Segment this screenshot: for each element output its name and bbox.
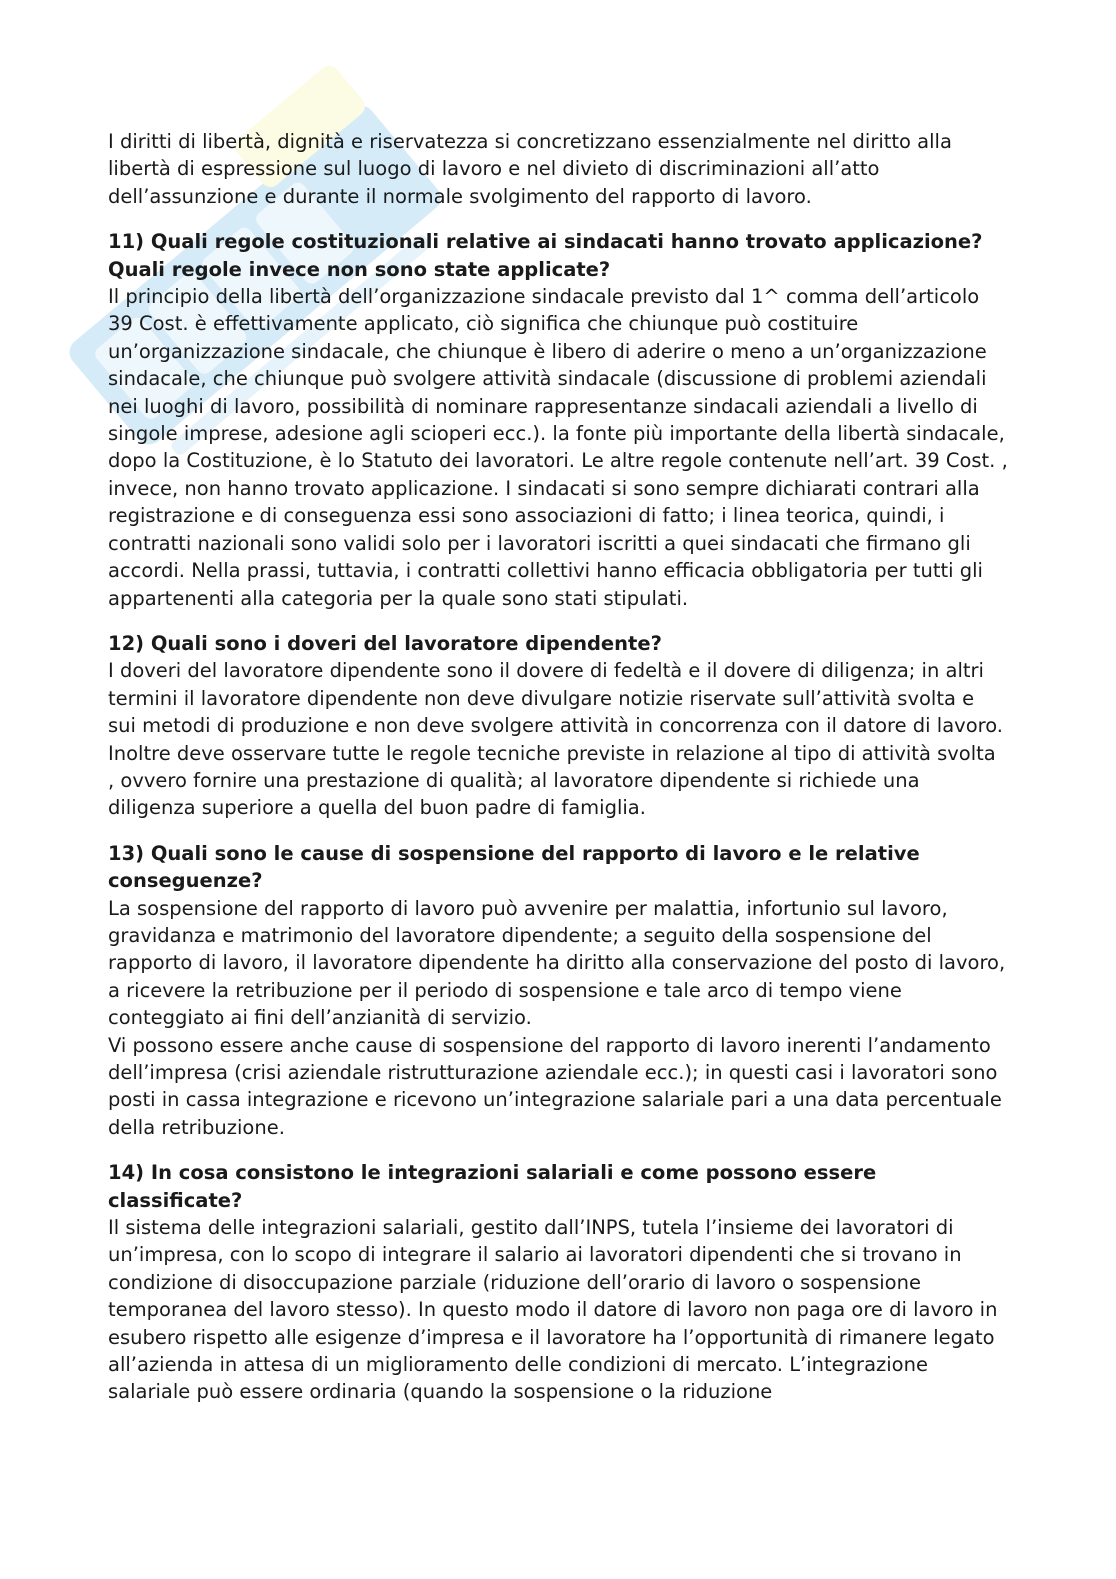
answer-paragraph: I doveri del lavoratore dipendente sono il dovere di fedeltà e il dovere di diligenza; in altri termini il lavoratore dipendente non deve divulgare notizie riservate sull’attività svolta e sui metodi di produzione e non deve svolgere attività in concorrenza con il datore di lavoro. Inoltre deve osservare tutte le regole tecniche previste in relazione al tipo di attività svolta , ovvero fornire una prestazione di qualità; al lavoratore dipendente si richiede una diligenza superiore a quella del buon padre di famiglia. (108, 659, 1004, 820)
question-heading-14: 14) In cosa consistono le integrazioni salariali e come possono essere classificate? (108, 1161, 877, 1212)
section-13 (108, 840, 1008, 1141)
answer-paragraph: Il principio della libertà dell’organizzazione sindacale previsto dal 1^ comma dell’articolo 39 Cost. è effettivamente applicato, ciò significa che chiunque può costituire un’organizzazione sindacale, che chiunque è libero di aderire o meno a un’organizzazione sindacale, che chiunque può svolgere attività sindacale (discussione di problemi aziendali nei luoghi di lavoro, possibilità di nominare rappresentanze sindacali aziendali a livello di singole imprese, adesione agli scioperi ecc.). la fonte più importante della libertà sindacale, dopo la Costituzione, è lo Statuto dei lavoratori. Le altre regole contenute nell’art. 39 Cost. , invece, non hanno trovato applicazione. I sindacati si sono sempre dichiarati contrari alla registrazione e di conseguenza essi sono associazioni di fatto; i linea teorica, quindi, i contratti nazionali sono validi solo per i lavoratori iscritti a quei sindacati che firmano gli accordi. Nella prassi, tuttavia, i contratti collettivi hanno efficacia obbligatoria per tutti gli appartenenti alla categoria per la quale sono stati stipulati. (108, 285, 1008, 610)
answer-paragraph: Il sistema delle integrazioni salariali, gestito dall’INPS, tutela l’insieme dei lavoratori di un’impresa, con lo scopo di integrare il salario ai lavoratori dipendenti che si trovano in condizione di disoccupazione parziale (riduzione dell’orario di lavoro o sospensione temporanea del lavoro stesso). In questo modo il datore di lavoro non paga ore di lavoro in esubero rispetto alle esigenze d’impresa e il lavoratore ha l’opportunità di rimanere legato all’azienda in attesa di un miglioramento delle condizioni di mercato. L’integrazione salariale può essere ordinaria (quando la sospensione o la riduzione (108, 1216, 998, 1404)
section-12 (108, 630, 1008, 822)
question-heading-11: 11) Quali regole costituzionali relative ai sindacati hanno trovato applicazione? Quali regole invece non sono state applicate? (108, 230, 983, 281)
document-page (108, 128, 1008, 1406)
answer-paragraph: Vi possono essere anche cause di sospensione del rapporto di lavoro inerenti l’andamento dell’impresa (crisi aziendale ristrutturazione aziendale ecc.); in questi casi i lavoratori sono posti in cassa integrazione e ricevono un’integrazione salariale pari a una data percentuale della retribuzione. (108, 1033, 1002, 1139)
section-14 (108, 1159, 1008, 1406)
intro-paragraph: I diritti di libertà, dignità e riservatezza si concretizzano essenzialmente nel diritto alla libertà di espressione sul luogo di lavoro e nel divieto di discriminazioni all’atto dell’assunzione e durante il normale svolgimento del rapporto di lavoro. (108, 130, 952, 208)
question-heading-12: 12) Quali sono i doveri del lavoratore dipendente? (108, 631, 662, 655)
question-heading-13: 13) Quali sono le cause di sospensione del rapporto di lavoro e le relative conseguenze? (108, 841, 920, 893)
section-11 (108, 228, 1008, 612)
answer-paragraph: La sospensione del rapporto di lavoro può avvenire per malattia, infortunio sul lavoro, gravidanza e matrimonio del lavoratore dipendente; a seguito della sospensione del rapporto di lavoro, il lavoratore dipendente ha diritto alla conservazione del posto di lavoro, a ricevere la retribuzione per il periodo di sospensione e tale arco di tempo viene conteggiato ai fini dell’anzianità di servizio. (108, 896, 1006, 1030)
